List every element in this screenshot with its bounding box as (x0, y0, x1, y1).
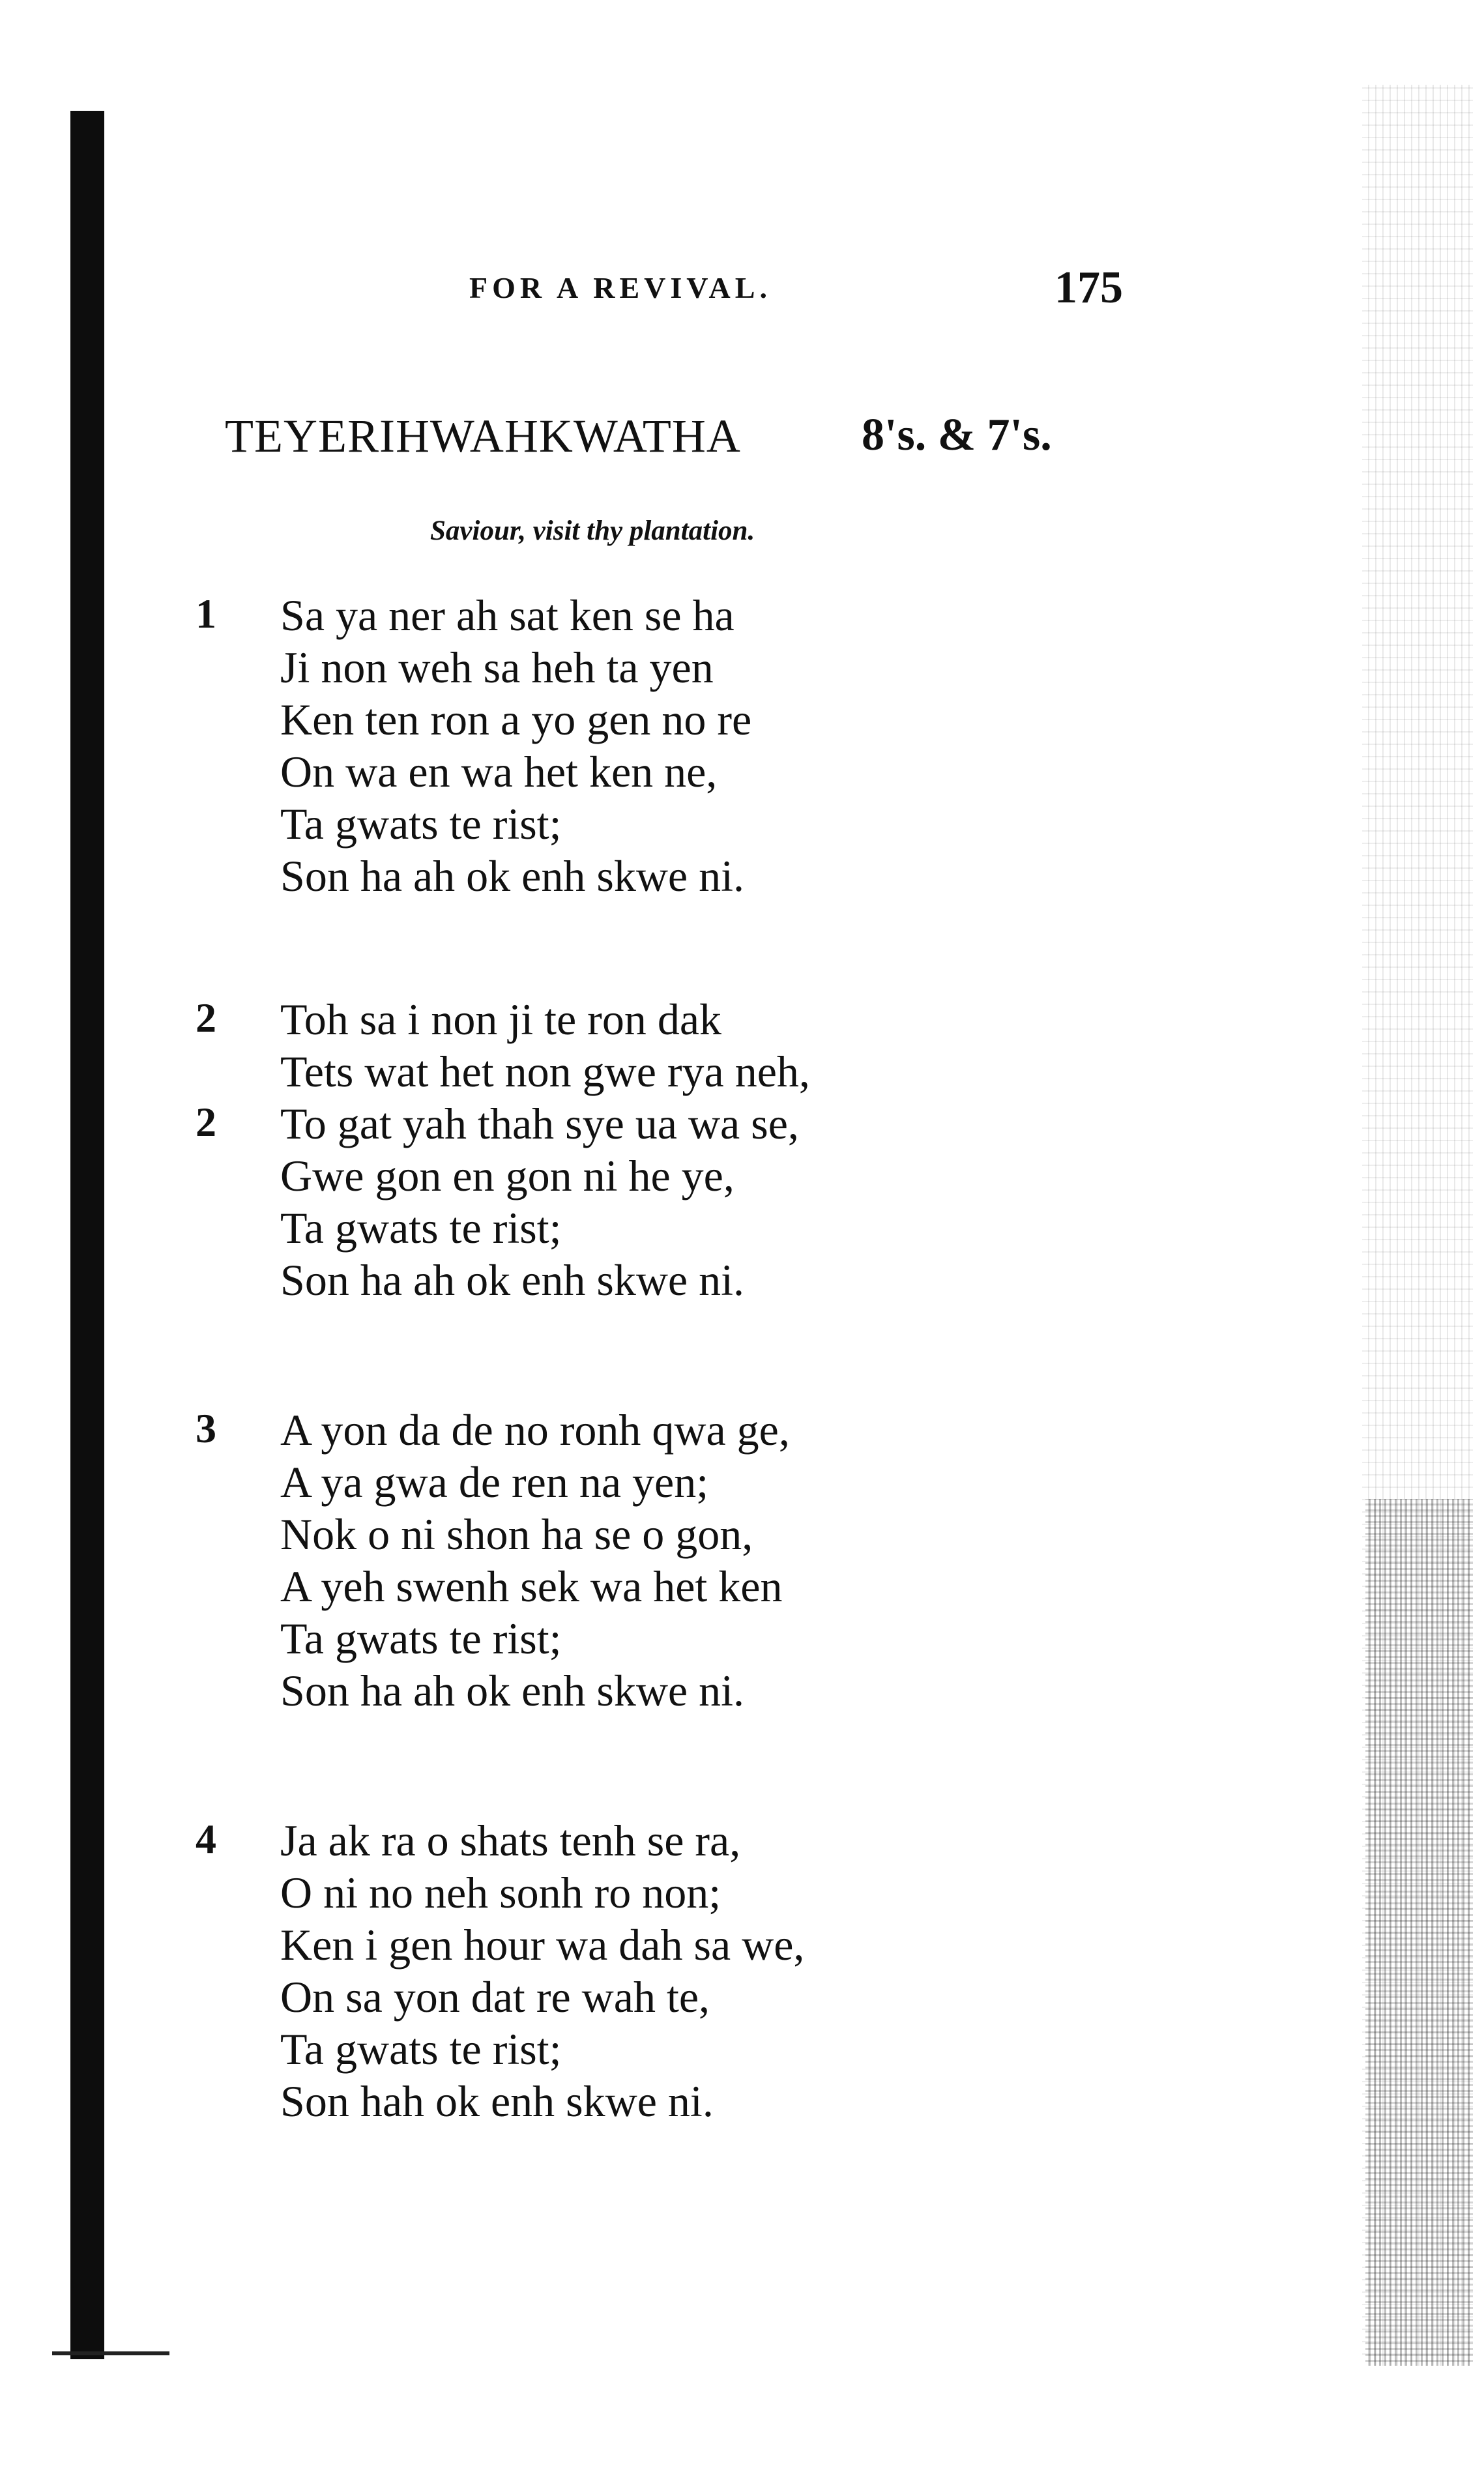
verse-line: O ni no neh sonh ro non; (280, 1868, 721, 1917)
verse-line: Ta gwats te rist; (280, 799, 562, 849)
verse-line: Son ha ah ok enh skwe ni. (280, 851, 745, 901)
verse-line: Son hah ok enh skwe ni. (280, 2076, 714, 2126)
hymn-first-line: Saviour, visit thy plantation. (430, 516, 755, 546)
verse-number: 2 (196, 995, 216, 1041)
verse-line: Ta gwats te rist; (280, 1203, 562, 1253)
verse-line: To gat yah thah sye ua wa se, (280, 1099, 799, 1148)
verse-number: 3 (196, 1405, 216, 1451)
verse-line: Nok o ni shon ha se o gon, (280, 1509, 753, 1559)
verse-line: Ta gwats te rist; (280, 2024, 562, 2074)
verse-number: 2 (196, 1099, 216, 1145)
verse-line: Son ha ah ok enh skwe ni. (280, 1255, 745, 1305)
verse-line: Toh sa i non ji te ron dak (280, 995, 722, 1044)
verse-line: Ken ten ron a yo gen no re (280, 695, 752, 744)
spine-foot-line (52, 2351, 169, 2355)
verse-line: A yon da de no ronh qwa ge, (280, 1405, 790, 1455)
verse-line: Ta gwats te rist; (280, 1614, 562, 1663)
verse-line: On wa en wa het ken ne, (280, 747, 718, 796)
verse-line: A yeh swenh sek wa het ken (280, 1562, 783, 1611)
verse-line: Gwe gon en gon ni he ye, (280, 1151, 735, 1200)
verse-line: Ji non weh sa heh ta yen (280, 643, 714, 692)
hymn-meter: 8's. & 7's. (862, 410, 1052, 460)
verse-line: Ja ak ra o shats tenh se ra, (280, 1816, 741, 1865)
verse-line: Sa ya ner ah sat ken se ha (280, 590, 735, 640)
verse-line: A ya gwa de ren na yen; (280, 1457, 709, 1507)
verse-line: On sa yon dat re wah te, (280, 1972, 710, 2022)
verse-line: Son ha ah ok enh skwe ni. (280, 1666, 745, 1715)
book-spine-shadow (70, 111, 104, 2359)
running-header: FOR A REVIVAL. (469, 271, 772, 304)
page-edge-texture-dark (1365, 1499, 1473, 2366)
verse-line: Tets wat het non gwe rya neh, (280, 1047, 810, 1096)
hymn-title: TEYERIHWAHKWATHA (225, 410, 741, 462)
page-number: 175 (1055, 263, 1123, 313)
verse-line: Ken i gen hour wa dah sa we, (280, 1920, 805, 1969)
verse-number: 4 (196, 1816, 216, 1862)
verse-number: 1 (196, 590, 216, 637)
